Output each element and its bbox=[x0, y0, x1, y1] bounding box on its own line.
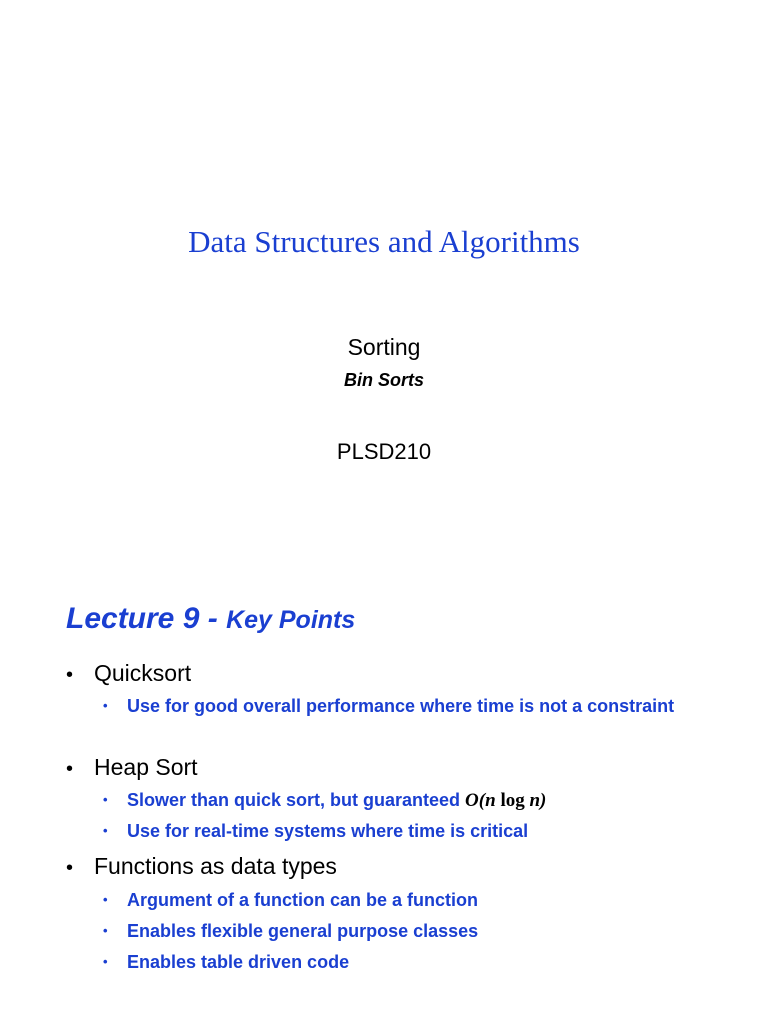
bullet-icon: • bbox=[103, 792, 108, 807]
list-item bbox=[103, 949, 683, 975]
formula-n: n bbox=[485, 790, 496, 811]
list-item-text: Argument of a function can be a function bbox=[127, 890, 478, 910]
list-item bbox=[103, 787, 683, 814]
lecture-heading bbox=[66, 600, 355, 639]
list-item bbox=[103, 887, 683, 913]
section-quicksort bbox=[66, 659, 191, 689]
section-functions-as-data-types bbox=[66, 852, 337, 882]
bullet-icon: • bbox=[103, 923, 108, 938]
bullet-icon: • bbox=[103, 954, 108, 969]
course-code: PLSD210 bbox=[336, 439, 432, 464]
list-item bbox=[103, 693, 683, 719]
formula-open: O( bbox=[465, 790, 486, 811]
slide-subtitle: Sorting bbox=[347, 334, 421, 360]
list-item-text: Enables flexible general purpose classes bbox=[127, 921, 479, 941]
formula-log: log bbox=[495, 790, 530, 811]
bullet-icon: • bbox=[103, 823, 108, 838]
list-item-text: Enables table driven code bbox=[127, 952, 350, 972]
list-item-text: Use for real-time systems where time is critical bbox=[127, 821, 529, 841]
lecture-heading-main: Lecture 9 - bbox=[66, 602, 227, 635]
bullet-icon: • bbox=[103, 698, 108, 713]
section-label: Heap Sort bbox=[94, 754, 198, 780]
slide-title: Data Structures and Algorithms bbox=[188, 224, 580, 259]
complexity-formula bbox=[465, 790, 546, 811]
bullet-icon: • bbox=[66, 664, 74, 686]
list-item-text bbox=[103, 787, 683, 814]
section-heap-sort bbox=[66, 753, 198, 783]
section-label: Functions as data types bbox=[94, 853, 337, 879]
bullet-icon: • bbox=[66, 758, 74, 780]
bullet-icon: • bbox=[66, 857, 74, 879]
formula-n: n bbox=[529, 790, 541, 811]
bullet-icon: • bbox=[103, 892, 108, 907]
formula-close: ) bbox=[540, 790, 547, 811]
slide-subsubtitle: Bin Sorts bbox=[343, 370, 424, 390]
list-item-text: Use for good overall performance where time is not a constraint bbox=[127, 696, 675, 716]
section-label: Quicksort bbox=[94, 660, 192, 686]
lecture-heading-sub: Key Points bbox=[226, 606, 356, 634]
list-item bbox=[103, 918, 683, 944]
list-item bbox=[103, 818, 683, 844]
list-item-text-part: Slower than quick sort, but guaranteed bbox=[127, 790, 466, 810]
